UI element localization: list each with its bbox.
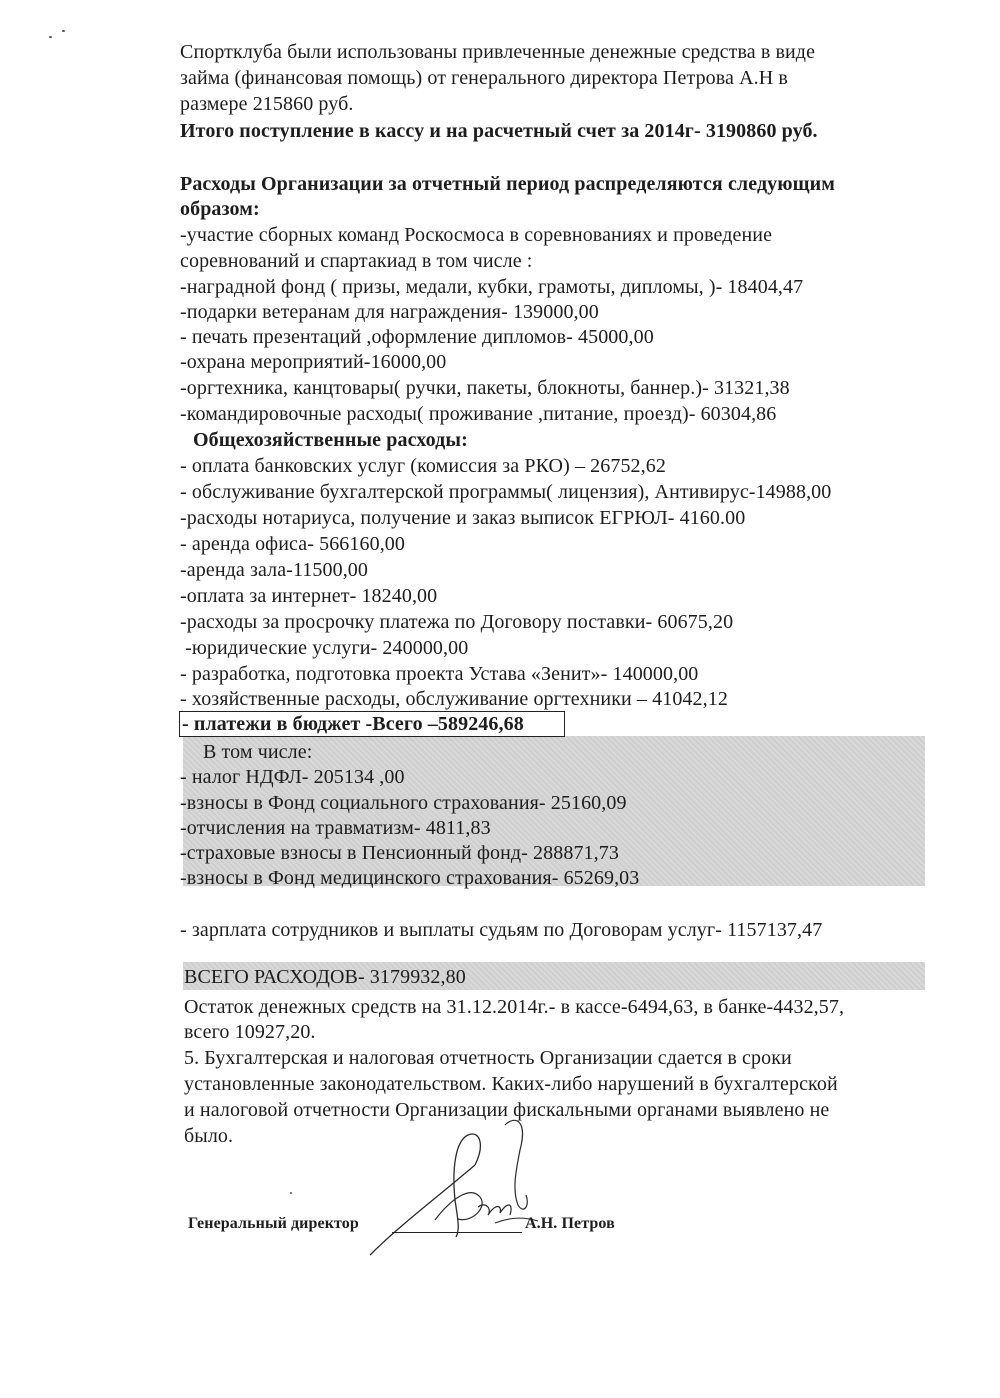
general-line: -юридические услуги- 240000,00 bbox=[180, 637, 469, 659]
budget-line: -страховые взносы в Пенсионный фонд- 288871,73 bbox=[180, 842, 619, 864]
salary-line: - зарплата сотрудников и выплаты судьям по Договорам услуг- 1157137,47 bbox=[180, 919, 823, 941]
total-expenses: ВСЕГО РАСХОДОВ- 3179932,80 bbox=[184, 966, 466, 988]
signature-name: А.Н. Петров bbox=[525, 1215, 615, 1232]
general-line: - хозяйственные расходы, обслуживание оргтехники – 41042,12 bbox=[180, 688, 728, 710]
balance-line-1: Остаток денежных средств на 31.12.2014г.- в кассе-6494,63, в банке-4432,57, bbox=[184, 996, 845, 1018]
budget-line: -взносы в Фонд социального страхования- 25160,09 bbox=[180, 792, 627, 814]
scan-speck bbox=[290, 1192, 292, 1194]
general-line: -расходы за просрочку платежа по Договору поставки- 60675,20 bbox=[180, 611, 734, 633]
scan-speck bbox=[62, 30, 65, 32]
budget-line: -отчисления на травматизм- 4811,83 bbox=[180, 817, 491, 839]
general-line: -оплата за интернет- 18240,00 bbox=[180, 585, 438, 607]
point5-line-3: и налоговой отчетности Организации фискальными органами выявлено не bbox=[184, 1099, 830, 1121]
budget-line: - налог НДФЛ- 205134 ,00 bbox=[180, 766, 405, 788]
expense-line: -командировочные расходы( проживание ,питание, проезд)- 60304,86 bbox=[180, 403, 777, 425]
balance-line-2: всего 10927,20. bbox=[184, 1021, 316, 1043]
general-line: - обслуживание бухгалтерской программы( лицензия), Антивирус-14988,00 bbox=[180, 481, 832, 503]
expense-line: -участие сборных команд Роскосмоса в соревнованиях и проведение bbox=[180, 224, 773, 246]
scan-speck bbox=[49, 36, 52, 38]
budget-total: - платежи в бюджет -Всего –589246,68 bbox=[182, 713, 524, 735]
point5-line-1: 5. Бухгалтерская и налоговая отчетность Организации сдается в сроки bbox=[184, 1047, 792, 1069]
point5-line-2: установленные законодательством. Каких-либо нарушений в бухгалтерской bbox=[184, 1073, 838, 1095]
expenses-heading-2: образом: bbox=[180, 198, 260, 220]
general-line: - аренда офиса- 566160,00 bbox=[180, 533, 405, 555]
expense-line: соревнований и спартакиад в том числе : bbox=[180, 250, 533, 272]
intro-line-1: Спортклуба были использованы привлеченные денежные средства в виде bbox=[180, 41, 816, 63]
general-line: - разработка, подготовка проекта Устава «Зенит»- 140000,00 bbox=[180, 663, 699, 685]
general-heading: Общехозяйственные расходы: bbox=[193, 429, 468, 451]
budget-sub-heading: В том числе: bbox=[203, 741, 313, 763]
expense-line: -оргтехника, канцтовары( ручки, пакеты, блокноты, баннер.)- 31321,38 bbox=[180, 377, 790, 399]
budget-line: -взносы в Фонд медицинского страхования- 65269,03 bbox=[180, 867, 640, 889]
expense-line: -подарки ветеранам для награждения- 139000,00 bbox=[180, 301, 599, 323]
general-line: - оплата банковских услуг (комиссия за РКО) – 26752,62 bbox=[180, 455, 666, 477]
point5-line-4: было. bbox=[184, 1125, 234, 1147]
expense-line: - печать презентаций ,оформление дипломов- 45000,00 bbox=[180, 326, 654, 348]
total-income: Итого поступление в кассу и на расчетный счет за 2014г- 3190860 руб. bbox=[180, 120, 818, 142]
intro-line-3: размере 215860 руб. bbox=[180, 93, 354, 115]
expense-line: -охрана мероприятий-16000,00 bbox=[180, 351, 447, 373]
general-line: -расходы нотариуса, получение и заказ выписок ЕГРЮЛ- 4160.00 bbox=[180, 507, 746, 529]
intro-line-2: займа (финансовая помощь) от генерального директора Петрова А.Н в bbox=[180, 67, 788, 89]
expenses-heading-1: Расходы Организации за отчетный период распределяются следующим bbox=[180, 173, 835, 195]
general-line: -аренда зала-11500,00 bbox=[180, 559, 368, 581]
expense-line: -наградной фонд ( призы, медали, кубки, грамоты, дипломы, )- 18404,47 bbox=[180, 276, 804, 298]
signature-title: Генеральный директор bbox=[188, 1215, 359, 1232]
handwritten-signature bbox=[360, 1105, 560, 1265]
